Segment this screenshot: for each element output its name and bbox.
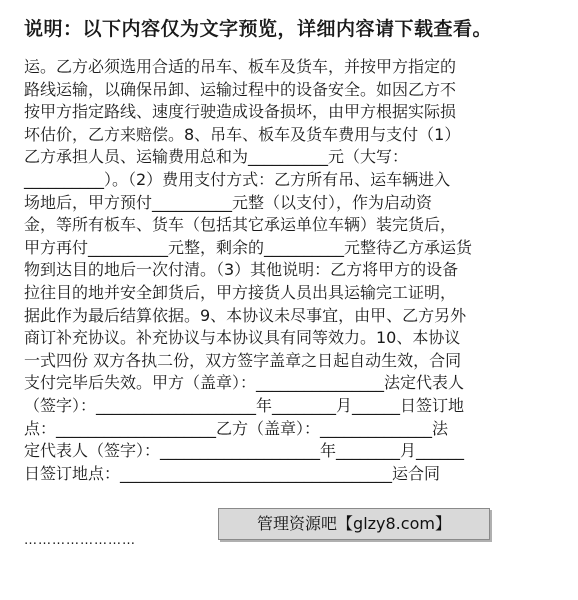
document-line: 物到达目的地后一次付清。（3）其他说明：乙方将甲方的设备 xyxy=(24,260,459,280)
document-line: 坏估价，乙方来赔偿。8、吊车、板车及货车费用与支付（1） xyxy=(24,124,461,144)
document-line: 据此作为最后结算依据。9、本协议未尽事宜，由甲、乙方另外 xyxy=(24,305,467,325)
document-line: 商订补充协议。补充协议与本协议具有同等效力。10、本协议 xyxy=(24,328,461,348)
document-line: 金，等所有板车、货车（包括其它承运单位车辆）装完货后， xyxy=(24,215,457,235)
document-line: 点：____________________乙方（盖章）：______________法 xyxy=(24,418,449,438)
document-line: 运。乙方必须选用合适的吊车、板车及货车，并按甲方指定的 xyxy=(24,57,457,76)
document-line: 支付完毕后失效。甲方（盖章）：________________法定代表人 xyxy=(24,373,465,393)
document-line: 一式四份 双方各执二份，双方签字盖章之日起自动生效，合同 xyxy=(24,350,462,370)
document-line: （签字）：____________________年________月______日签订地 xyxy=(24,395,465,415)
document-line: 乙方承担人员、运输费用总和为__________元（大写： xyxy=(24,147,409,167)
document-line: 日签订地点：__________________________________运合同 xyxy=(24,463,441,483)
document-line: 路线运输，以确保吊卸、运输过程中的设备安全。如因乙方不 xyxy=(24,79,457,99)
continuation-ellipsis: …………………… xyxy=(24,533,136,548)
watermark-label: 管理资源吧【glzy8.com】 xyxy=(218,508,490,540)
document-line: 拉往目的地并安全卸货后，甲方接货人员出具运输完工证明， xyxy=(24,282,457,302)
document-line: 场地后，甲方预付__________元整（以支付），作为启动资 xyxy=(24,192,433,212)
preview-notice-title: 说明：以下内容仅为文字预览，详细内容请下载查看。 xyxy=(24,18,493,40)
document-line: 定代表人（签字）：____________________年________月______ xyxy=(24,441,465,461)
document-line: __________）。（2）费用支付方式：乙方所有吊、运车辆进入 xyxy=(24,169,451,189)
document-body xyxy=(24,56,554,485)
document-line: 甲方再付__________元整，剩余的__________元整待乙方承运货 xyxy=(24,237,473,257)
document-line: 按甲方指定路线、速度行驶造成设备损坏，由甲方根据实际损 xyxy=(24,102,457,122)
